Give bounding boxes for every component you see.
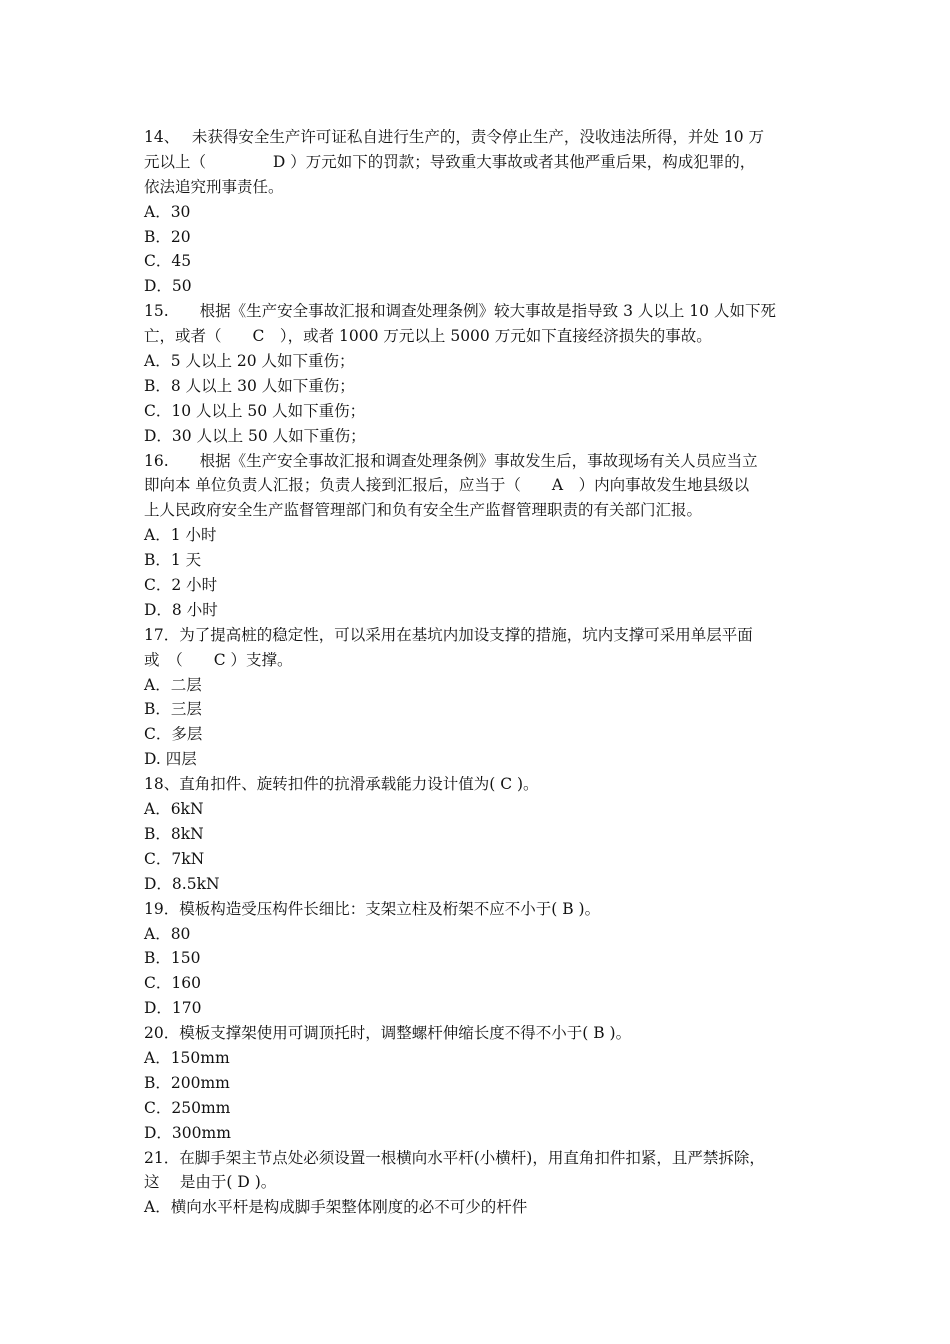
answer-option: D．30 人以上 50 人如下重伤； <box>144 426 366 445</box>
answer-option: A．二层 <box>144 675 202 694</box>
question-18 <box>144 772 808 896</box>
answer-option: C．7kN <box>144 849 205 868</box>
question-19 <box>144 897 808 1021</box>
answer-option: D．300mm <box>144 1123 231 1142</box>
answer-option: A．80 <box>144 924 191 943</box>
answer-option: B．8 人以上 30 人如下重伤； <box>144 376 355 395</box>
answer-option: C．多层 <box>144 725 203 744</box>
answer-option: A．横向水平杆是构成脚手架整体刚度的必不可少的杆件 <box>144 1198 528 1217</box>
answer-option: C．10 人以上 50 人如下重伤； <box>144 401 366 420</box>
question-17 <box>144 623 808 772</box>
answer-option: A．6kN <box>144 800 204 819</box>
answer-option: C．45 <box>144 252 192 271</box>
question-text-line: 即向本 单位负责人汇报；负责人接到汇报后，应当于（ A ）内向事故发生地县级以 <box>144 476 750 495</box>
question-text-line: 15. 根据《生产安全事故汇报和调查处理条例》较大事故是指导致 3 人以上 10 人如下死 <box>144 302 776 321</box>
answer-option: A．1 小时 <box>144 526 217 545</box>
question-text-line: 亡，或者（ C ），或者 1000 万元以上 5000 万元如下直接经济损失的事故。 <box>144 327 712 346</box>
question-text-line: 上人民政府安全生产监督管理部门和负有安全生产监督管理职责的有关部门汇报。 <box>144 501 703 520</box>
question-text-line: 16. 根据《生产安全事故汇报和调查处理条例》事故发生后，事故现场有关人员应当立 <box>144 451 758 470</box>
answer-option: B．200mm <box>144 1073 230 1092</box>
question-text-line: 依法追究刑事责任。 <box>144 177 284 196</box>
question-text-line: 或 （ C ）支撑。 <box>144 650 293 669</box>
question-text-line: 21．在脚手架主节点处必须设置一根横向水平杆(小横杆)，用直角扣件扣紧，且严禁拆除， <box>144 1148 765 1167</box>
document-page <box>144 125 808 1220</box>
answer-option: B．三层 <box>144 700 202 719</box>
question-text-line: 20．模板支撑架使用可调顶托时，调整螺杆伸缩长度不得不小于( B )。 <box>144 1024 632 1043</box>
answer-option: C．250mm <box>144 1098 231 1117</box>
answer-option: A．5 人以上 20 人如下重伤； <box>144 352 355 371</box>
question-text-line: 元以上（ D ）万元如下的罚款；导致重大事故或者其他严重后果，构成犯罪的， <box>144 152 756 171</box>
answer-option: B．20 <box>144 227 191 246</box>
question-text-line: 18、直角扣件、旋转扣件的抗滑承载能力设计值为( C )。 <box>144 775 539 794</box>
question-text-line: 这 是由于( D )。 <box>144 1173 277 1192</box>
answer-option: D. 四层 <box>144 750 197 769</box>
answer-option: D．8 小时 <box>144 600 218 619</box>
answer-option: B．1 天 <box>144 551 202 570</box>
answer-option: A．30 <box>144 202 191 221</box>
answer-option: C．160 <box>144 974 201 993</box>
question-text-line: 17．为了提高桩的稳定性，可以采用在基坑内加设支撑的措施，坑内支撑可采用单层平面 <box>144 625 753 644</box>
answer-option: A．150mm <box>144 1048 230 1067</box>
answer-option: C．2 小时 <box>144 576 218 595</box>
question-text-line: 19．模板构造受压构件长细比：支架立柱及桁架不应不小于( B )。 <box>144 899 601 918</box>
question-14 <box>144 125 808 299</box>
answer-option: D．8.5kN <box>144 874 220 893</box>
answer-option: D．50 <box>144 277 192 296</box>
question-20 <box>144 1021 808 1145</box>
answer-option: B．8kN <box>144 824 204 843</box>
question-21 <box>144 1146 808 1221</box>
answer-option: B．150 <box>144 949 201 968</box>
question-16 <box>144 449 808 623</box>
question-15 <box>144 299 808 448</box>
question-text-line: 14、 未获得安全生产许可证私自进行生产的，责令停止生产，没收违法所得，并处 10 万 <box>144 128 764 146</box>
answer-option: D．170 <box>144 999 202 1018</box>
